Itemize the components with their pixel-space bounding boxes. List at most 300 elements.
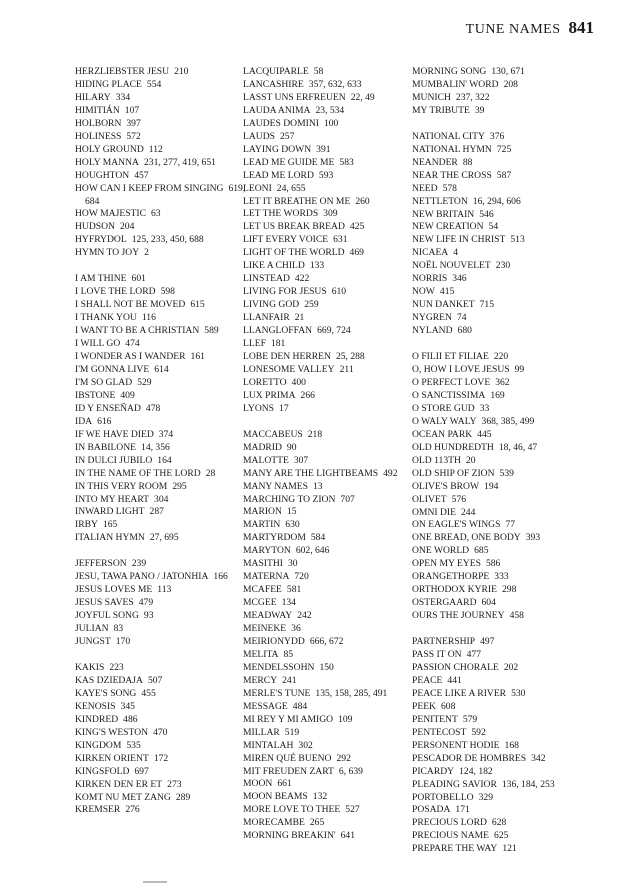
tune-entry [243,701,418,714]
tune-name: MASITHI [243,558,283,570]
hymn-numbers: 554 [146,78,162,90]
hymn-numbers: 39 [474,104,485,116]
tune-name: OLD HUNDREDTH [412,441,494,453]
tune-entry [75,779,250,792]
tune-name: NEW CREATION [412,221,484,233]
letter-group [412,636,587,856]
hymn-numbers: 74 [456,312,467,324]
tune-name: MERLE'S TUNE [243,687,311,699]
tune-name: LLANFAIR [243,312,290,324]
hymn-numbers: 478 [145,402,161,414]
hymn-numbers: 25, 288 [335,350,365,362]
tune-name: MUNICH [412,91,451,103]
tune-name: OLD SHIP OF ZION [412,467,495,479]
hymn-numbers: 133 [309,260,325,272]
hymn-numbers: 345 [120,700,135,712]
hymn-numbers: 362 [495,376,510,388]
tune-entry [243,144,418,157]
tune-entry [75,468,250,481]
hymn-numbers: 166 [213,571,228,583]
hymn-numbers: 15 [286,506,297,518]
tune-entry [412,584,587,597]
tune-name: PEACE [412,674,443,686]
hymn-numbers: 273 [167,778,182,790]
hymn-numbers: 546 [479,208,494,220]
tune-name: LINSTEAD [243,273,290,285]
tune-name: PARTNERSHIP [412,636,476,648]
hymn-numbers: 13 [312,480,323,492]
hymn-numbers: 615 [190,299,205,311]
tune-name: NEAR THE CROSS [412,169,492,181]
hymn-numbers: 16, 294, 606 [472,195,521,207]
hymn-numbers: 477 [466,649,481,661]
tune-entry [243,649,418,662]
tune-entry [75,170,250,183]
hymn-numbers: 211 [339,363,354,375]
hymn-numbers: 409 [120,389,135,401]
tune-entry [412,804,587,817]
hymn-numbers: 83 [113,623,124,635]
hymn-numbers: 576 [451,493,467,505]
hymn-numbers: 239 [131,558,147,570]
tune-name: MARION [243,506,282,518]
hymn-numbers: 455 [141,687,156,699]
tune-name: LIKE A CHILD [243,260,305,272]
tune-entry [243,105,418,118]
tune-entry [75,623,250,636]
tune-name: OLIVE'S BROW [412,480,480,492]
footer-rule [143,881,167,883]
tune-name: O STORE GUD [412,402,475,414]
tune-name: HUDSON [75,221,115,233]
tune-entry [243,532,418,545]
tune-entry [412,571,587,584]
tune-entry [412,429,587,442]
tune-name: INWARD LIGHT [75,506,145,518]
tune-name: NYLAND [412,325,453,337]
tune-entry [412,234,587,247]
tune-entry [412,714,587,727]
tune-entry [75,584,250,597]
hymn-numbers: 171 [455,804,470,816]
tune-entry [412,92,587,105]
hymn-numbers: 164 [157,454,172,466]
hymn-numbers: 583 [339,156,354,168]
tune-entry [412,688,587,701]
tune-name: MADRID [243,441,282,453]
tune-entry [243,351,418,364]
hymn-numbers: 116 [141,312,156,324]
tune-name: KINGDOM [75,739,122,751]
tune-name: LONESOME VALLEY [243,363,335,375]
tune-name: MIREN QUÉ BUENO [243,752,332,764]
tune-entry [75,636,250,649]
tune-entry [75,286,250,299]
tune-name: OCEAN PARK [412,428,473,440]
hymn-numbers: 581 [286,584,302,596]
tune-name: NEW BRITAIN [412,208,475,220]
tune-name: MEINEKE [243,623,287,635]
hymn-numbers: 125, 233, 450, 688 [131,234,204,246]
hymn-numbers: 121 [502,843,517,855]
tune-name: LAYING DOWN [243,143,312,155]
index-column-2 [243,66,418,856]
hymn-numbers: 124, 182 [459,765,493,777]
tune-entry [412,740,587,753]
tune-name: JULIAN [75,623,109,635]
tune-entry [243,312,418,325]
tune-entry [75,766,250,779]
tune-entry [75,299,250,312]
tune-name: PASSION CHORALE [412,661,499,673]
tune-entry [243,183,418,196]
tune-entry [75,247,250,260]
tune-name: PEEK [412,700,436,712]
tune-entry [75,221,250,234]
tune-name: HIMITIÁN [75,104,120,116]
tune-name: IF WE HAVE DIED [75,428,154,440]
letter-group [412,351,587,623]
letter-group [75,66,250,260]
tune-entry [75,727,250,740]
hymn-numbers: 237, 322 [455,91,490,103]
hymn-numbers: 486 [123,713,138,725]
tune-entry [412,727,587,740]
tune-entry [412,455,587,468]
tune-entry [75,804,250,817]
tune-name: MORE LOVE TO THEE [243,804,341,816]
tune-name: KAS DZIEDAJA [75,674,143,686]
tune-name: NICAEA [412,247,449,259]
tune-entry [412,675,587,688]
page-header [466,18,594,38]
tune-name: ON EAGLE'S WINGS [412,519,501,531]
tune-entry [412,273,587,286]
tune-name: PENTECOST [412,726,467,738]
hymn-numbers: 614 [154,363,169,375]
tune-entry [412,468,587,481]
hymn-numbers: 579 [462,713,478,725]
tune-name: JEFFERSON [75,558,127,570]
tune-entry [412,209,587,222]
hymn-numbers: 23, 534 [315,104,345,116]
tune-name: O, HOW I LOVE JESUS [412,364,510,376]
tune-name: HOLY MANNA [75,156,139,168]
tune-name: MILLAR [243,726,280,738]
hymn-numbers: 479 [138,597,154,609]
tune-entry [243,481,418,494]
tune-name: MACCABEUS [243,428,303,440]
tune-entry [75,558,250,571]
tune-name: MATERNA [243,571,290,583]
tune-entry [75,338,250,351]
tune-name: MANY ARE THE LIGHTBEAMS [243,467,379,479]
tune-name: O SANCTISSIMA [412,389,486,401]
tune-entry [243,688,418,701]
hymn-numbers: 241 [282,674,297,686]
hymn-numbers: 107 [124,104,140,116]
tune-name: HOLINESS [75,130,122,142]
hymn-numbers: 357, 632, 633 [308,78,362,90]
hymn-numbers: 608 [440,700,456,712]
tune-entry [412,753,587,766]
hymn-numbers: 697 [134,765,149,777]
tune-name: PERSONENT HODIE [412,739,500,751]
tune-entry [243,545,418,558]
tune-entry [412,442,587,455]
hymn-numbers: 14, 356 [141,441,170,453]
hymn-numbers: 578 [442,182,457,194]
hymn-numbers: 260 [355,195,370,207]
tune-name: HIDING PLACE [75,78,142,90]
tune-name: I LOVE THE LORD [75,286,156,298]
tune-name: LOBE DEN HERREN [243,350,331,362]
hymn-numbers: 474 [125,338,140,350]
hymn-numbers: 204 [119,221,135,233]
tune-entry [412,260,587,273]
hymn-numbers: 484 [292,700,308,712]
letter-group [412,66,587,118]
hymn-numbers: 492 [383,467,398,479]
tune-entry [412,79,587,92]
hymn-numbers: 210 [174,66,189,77]
tune-entry [412,247,587,260]
tune-entry [412,610,587,623]
tune-entry [243,196,418,209]
tune-entry [412,701,587,714]
tune-name: O FILII ET FILIAE [412,351,489,363]
tune-name: HOW CAN I KEEP FROM SINGING [75,182,224,194]
tune-entry [75,208,250,221]
hymn-numbers: 604 [481,597,496,609]
hymn-numbers: 257 [279,130,295,142]
hymn-numbers: 22, 49 [350,91,375,103]
tune-name: KING'S WESTON [75,726,149,738]
hymn-numbers: 130, 671 [491,66,525,77]
tune-name: MANY NAMES [243,480,308,492]
letter-group [75,558,250,649]
running-title: TUNE NAMES [465,22,561,37]
tune-name: KIRKEN DEN ER ET [75,778,163,790]
tune-name: OURS THE JOURNEY [412,610,505,622]
hymn-numbers: 21 [294,312,305,324]
hymn-numbers: 302 [298,739,313,751]
tune-entry [243,830,418,843]
tune-entry [75,92,250,105]
hymn-numbers: 6, 639 [338,765,363,777]
tune-entry [75,377,250,390]
tune-name: HILARY [75,91,111,103]
tune-name: MUMBALIN' WORD [412,78,499,90]
tune-name: NATIONAL CITY [412,130,485,142]
tune-entry [243,221,418,234]
hymn-numbers: 641 [340,830,355,842]
tune-entry [243,208,418,221]
tune-entry [75,144,250,157]
tune-entry [412,481,587,494]
hymn-numbers: 374 [158,428,174,440]
tune-entry [243,377,418,390]
tune-entry [412,403,587,416]
tune-entry [412,377,587,390]
tune-entry [243,610,418,623]
index-column-1 [75,66,250,830]
tune-entry [75,118,250,131]
tune-name: JUNGST [75,636,111,648]
hymn-numbers: 519 [284,726,300,738]
tune-name: MOON BEAMS [243,791,308,803]
hymn-numbers: 24, 655 [276,182,306,194]
tune-name: NOËL NOUVELET [412,260,491,272]
tune-name: JESUS LOVES ME [75,584,153,596]
tune-name: MALOTTE [243,454,289,466]
tune-entry [75,79,250,92]
hymn-numbers: 715 [479,299,495,311]
hymn-numbers: 441 [447,674,462,686]
tune-name: LEAD ME GUIDE ME [243,156,335,168]
tune-name: KINDRED [75,713,119,725]
hymn-numbers: 707 [340,493,355,505]
hymn-numbers: 244 [460,506,476,518]
hymn-numbers: 513 [510,234,525,246]
hymn-numbers: 113 [157,584,172,596]
tune-name: I WANT TO BE A CHRISTIAN [75,325,200,337]
tune-name: LAUDA ANIMA [243,104,311,116]
tune-entry [75,740,250,753]
hymn-numbers: 630 [285,519,300,531]
tune-entry [243,234,418,247]
tune-entry [412,221,587,234]
hymn-numbers: 30 [287,558,298,570]
hymn-numbers: 530 [511,687,526,699]
tune-name: HOLY GROUND [75,143,144,155]
hymn-numbers: 469 [349,247,364,259]
hymn-numbers: 539 [499,467,514,479]
hymn-numbers: 445 [477,428,492,440]
tune-entry [75,390,250,403]
tune-entry [412,779,587,792]
tune-name: PREPARE THE WAY [412,843,498,855]
tune-entry [412,792,587,805]
hymn-numbers: 619, 684 [85,182,246,207]
tune-name: POSADA [412,804,451,816]
tune-entry [75,105,250,118]
tune-entry [243,714,418,727]
tune-name: PICARDY [412,765,455,777]
tune-name: OMNI DIE [412,506,456,518]
tune-name: PORTOBELLO [412,791,474,803]
hymn-numbers: 625 [494,830,509,842]
hymn-numbers: 529 [137,376,152,388]
hymn-numbers: 4 [453,247,459,259]
tune-entry [243,623,418,636]
hymn-numbers: 28 [205,467,216,479]
tune-name: I'M GONNA LIVE [75,363,150,375]
hymn-numbers: 391 [316,143,331,155]
hymn-numbers: 135, 158, 285, 491 [315,687,388,699]
hymn-numbers: 602, 646 [295,545,330,557]
hymn-numbers: 685 [474,545,489,557]
tune-entry [75,131,250,144]
hymn-numbers: 136, 184, 253 [501,778,555,790]
tune-entry [75,455,250,468]
hymn-numbers: 17 [279,402,289,414]
tune-entry [412,532,587,545]
tune-name: HYFRYDOL [75,234,127,246]
tune-entry [75,66,250,79]
tune-name: ID Y ENSEÑAD [75,402,141,414]
hymn-numbers: 287 [149,506,164,518]
tune-name: ITALIAN HYMN [75,532,145,544]
tune-entry [243,325,418,338]
tune-name: LORETTO [243,376,287,388]
hymn-numbers: 109 [338,713,353,725]
hymn-numbers: 289 [175,791,191,803]
tune-entry [243,403,418,416]
tune-name: MARYTON [243,545,291,557]
tune-name: MEIRIONYDD [243,635,305,647]
tune-entry [243,727,418,740]
hymn-numbers: 168 [504,739,519,751]
hymn-numbers: 112 [148,143,163,155]
tune-entry [75,519,250,532]
hymn-numbers: 680 [457,325,472,337]
tune-entry [243,817,418,830]
tune-name: KAYE'S SONG [75,687,137,699]
tune-name: IN THIS VERY ROOM [75,480,168,492]
tune-entry [75,234,250,247]
hymn-numbers: 507 [147,674,163,686]
hymn-numbers: 208 [503,78,518,90]
hymn-numbers: 342 [531,752,546,764]
tune-entry [75,494,250,507]
hymn-numbers: 265 [309,817,325,829]
tune-entry [75,429,250,442]
tune-entry [75,481,250,494]
tune-name: MORNING SONG [412,66,487,77]
tune-entry [75,662,250,675]
tune-entry [412,157,587,170]
hymn-numbers: 220 [493,351,509,363]
tune-entry [243,247,418,260]
hymn-numbers: 397 [126,117,141,129]
tune-entry [75,688,250,701]
tune-name: NOW [412,286,435,298]
tune-name: MESSAGE [243,700,288,712]
tune-name: OLIVET [412,493,447,505]
hymn-numbers: 586 [485,558,501,570]
tune-entry [243,429,418,442]
hymn-numbers: 400 [291,376,306,388]
hymn-numbers: 172 [153,752,169,764]
tune-name: MORECAMBE [243,817,305,829]
page-number: 841 [568,18,594,37]
tune-name: NEANDER [412,156,458,168]
tune-entry [243,299,418,312]
tune-name: JESU, TAWA PANO / JATONHIA [75,571,209,583]
tune-name: I'M SO GLAD [75,376,133,388]
tune-name: IBSTONE [75,389,116,401]
tune-name: NEED [412,182,438,194]
tune-entry [243,597,418,610]
tune-entry [75,325,250,338]
hymn-numbers: 589 [204,325,219,337]
letter-group [412,131,587,338]
tune-name: NATIONAL HYMN [412,143,492,155]
tune-entry [243,442,418,455]
tune-entry [412,299,587,312]
tune-entry [412,286,587,299]
